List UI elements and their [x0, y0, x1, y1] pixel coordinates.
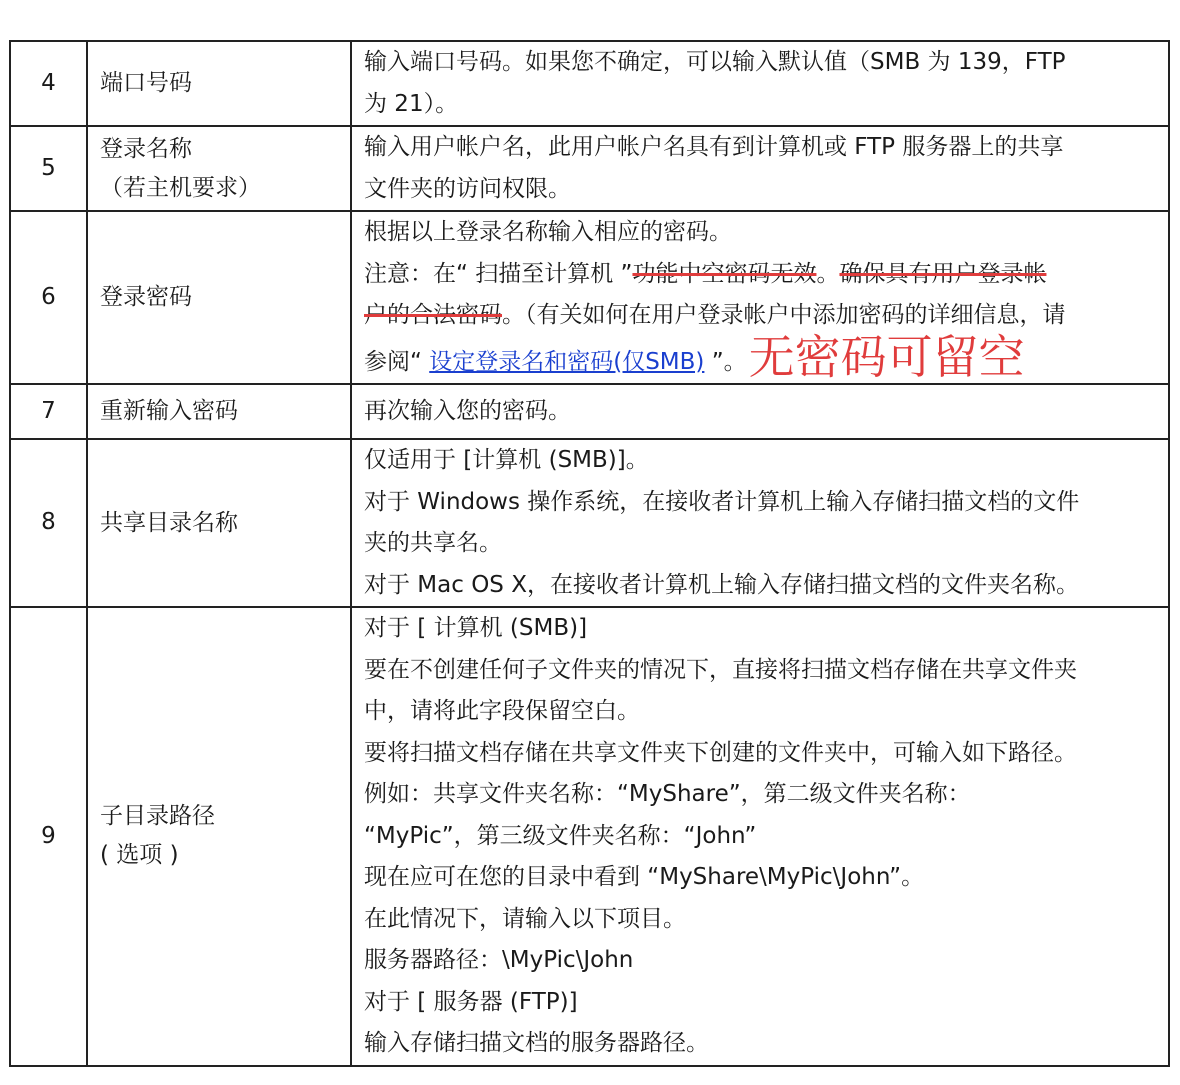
description-line: 例如：共享文件夹名称：“MyShare”，第二级文件夹名称：	[364, 781, 971, 807]
description-line: 输入端口号码。如果您不确定，可以输入默认值（SMB 为 139，FTP	[364, 49, 1066, 75]
item-description	[351, 211, 1169, 384]
item-name-note: （若主机要求）	[100, 174, 261, 201]
item-name: 端口号码	[87, 41, 351, 126]
refer-prefix: 参阅“	[364, 348, 430, 375]
refer-suffix: ”。	[704, 348, 747, 375]
item-name	[87, 126, 351, 211]
description-line	[364, 254, 1156, 296]
description-line: 服务器路径：\MyPic\John	[364, 947, 634, 973]
item-name: 重新输入密码	[87, 384, 351, 439]
table-row	[10, 607, 1169, 1066]
item-name-note: ( 选项 )	[100, 842, 179, 869]
description-line: 夹的共享名。	[364, 530, 502, 556]
item-name-line: 登录名称	[100, 135, 192, 162]
login-password-link[interactable]: 设定登录名和密码(仅SMB)	[429, 348, 705, 375]
item-description	[351, 384, 1169, 439]
struck-text: 功能中空密码无效	[632, 260, 817, 287]
item-description	[351, 439, 1169, 607]
table-row	[10, 384, 1169, 439]
handwritten-annotation: 无密码可留空	[748, 329, 1025, 384]
description-text: 。（有关如何在用户登录帐户中添加密码的详细信息，请	[502, 302, 1066, 328]
struck-text: 户的合法密码	[364, 302, 502, 328]
item-description	[351, 607, 1169, 1066]
description-line: 根据以上登录名称输入相应的密码。	[364, 219, 732, 245]
row-number: 9	[10, 607, 87, 1066]
item-name-line: 子目录路径	[100, 803, 215, 830]
description-line	[364, 329, 1156, 384]
description-line: “MyPic”，第三级文件夹名称：“John”	[364, 822, 757, 849]
description-line: 中，请将此字段保留空白。	[364, 698, 640, 724]
punctuation: 。	[816, 260, 840, 287]
row-number: 4	[10, 41, 87, 126]
table-row	[10, 439, 1169, 607]
item-description	[351, 126, 1169, 211]
item-name	[87, 607, 351, 1066]
description-line: 对于 Mac OS X，在接收者计算机上输入存储扫描文档的文件夹名称。	[364, 571, 1079, 598]
description-line: 对于 [ 计算机 (SMB)]	[364, 615, 588, 641]
description-line: 要将扫描文档存储在共享文件夹下创建的文件夹中，可输入如下路径。	[364, 739, 1077, 766]
struck-text: 确保具有用户登录帐	[839, 260, 1047, 287]
description-line: 为 21）。	[364, 90, 459, 117]
description-line: 现在应可在您的目录中看到 “MyShare\MyPic\John”。	[364, 864, 925, 890]
description-line: 输入用户帐户名，此用户帐户名具有到计算机或 FTP 服务器上的共享	[364, 134, 1064, 160]
description-line: 输入存储扫描文档的服务器路径。	[364, 1030, 709, 1056]
description-line: 在此情况下，请输入以下项目。	[364, 905, 686, 932]
description-line: 仅适用于 [计算机 (SMB)]。	[364, 447, 649, 473]
note-prefix: 注意：在“ 扫描至计算机 ”	[364, 260, 633, 287]
settings-table	[9, 40, 1170, 1067]
table-row	[10, 126, 1169, 211]
description-line: 对于 Windows 操作系统，在接收者计算机上输入存储扫描文档的文件	[364, 488, 1080, 515]
item-description	[351, 41, 1169, 126]
row-number: 8	[10, 439, 87, 607]
table-row	[10, 41, 1169, 126]
description-line: 再次输入您的密码。	[364, 397, 571, 424]
description-line: 文件夹的访问权限。	[364, 175, 571, 202]
description-line: 对于 [ 服务器 (FTP)]	[364, 988, 578, 1015]
row-number: 6	[10, 211, 87, 384]
item-name: 共享目录名称	[87, 439, 351, 607]
table-row	[10, 211, 1169, 384]
row-number: 7	[10, 384, 87, 439]
row-number: 5	[10, 126, 87, 211]
item-name: 登录密码	[87, 211, 351, 384]
description-line: 要在不创建任何子文件夹的情况下，直接将扫描文档存储在共享文件夹	[364, 656, 1077, 683]
